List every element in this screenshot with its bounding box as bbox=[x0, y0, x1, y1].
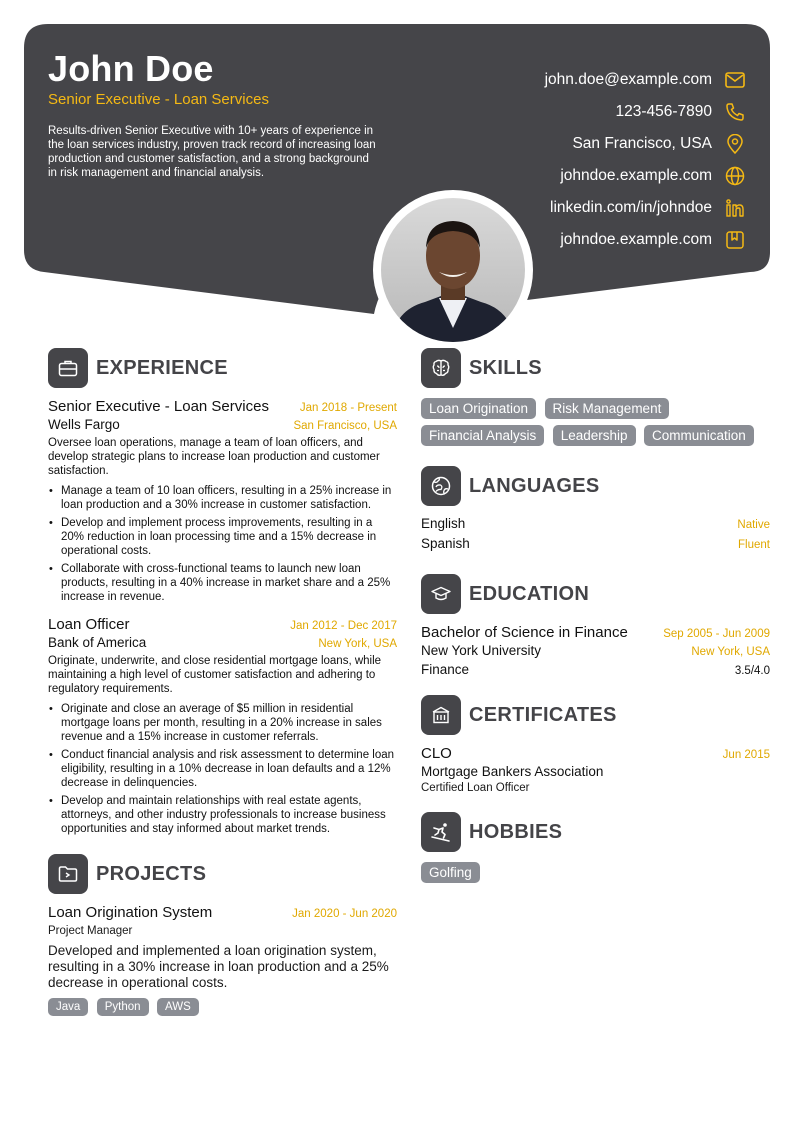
certificate-issuer: Mortgage Bankers Association bbox=[421, 764, 604, 779]
location-pin-icon bbox=[724, 133, 746, 155]
job-date: Jan 2012 - Dec 2017 bbox=[290, 620, 397, 632]
projects-section bbox=[48, 854, 397, 1022]
project-tag: Java bbox=[48, 998, 88, 1016]
project-role: Project Manager bbox=[48, 925, 133, 937]
job-bullet: • Develop and maintain relationships with real estate agents, attorneys, and other industry professionals to increase business opportunities and stay informed about market trends. bbox=[61, 794, 397, 836]
certificate-detail: Certified Loan Officer bbox=[421, 782, 530, 794]
contact-website-text: johndoe.example.com bbox=[560, 167, 712, 184]
project-date: Jan 2020 - Jun 2020 bbox=[292, 908, 397, 920]
job-bullets bbox=[48, 702, 397, 836]
avatar bbox=[381, 198, 525, 342]
certificate-date: Jun 2015 bbox=[722, 749, 770, 761]
contact-location bbox=[545, 128, 746, 160]
job-bullet: • Originate and close an average of $5 million in residential mortgage loans per month, resulting in a 20% increase in sales revenue and a 15% increase in customer referrals. bbox=[61, 702, 397, 744]
job-bullet: • Develop and implement process improvements, resulting in a 20% reduction in loan processing time and a 15% decrease in operational costs. bbox=[61, 516, 397, 558]
job-role: Loan Officer bbox=[48, 616, 130, 633]
profile-photo bbox=[373, 190, 533, 350]
language-name: English bbox=[421, 516, 466, 531]
hobby-chip: Golfing bbox=[421, 862, 480, 883]
language-globe-icon bbox=[421, 466, 461, 506]
languages-section bbox=[421, 466, 770, 556]
bookmark-icon bbox=[724, 229, 746, 251]
language-item bbox=[421, 516, 770, 536]
contact-website[interactable] bbox=[545, 160, 746, 192]
right-column bbox=[421, 348, 770, 907]
certificate-entry bbox=[421, 745, 770, 794]
contact-portfolio[interactable] bbox=[545, 224, 746, 256]
contact-linkedin[interactable] bbox=[545, 192, 746, 224]
job-bullet: • Collaborate with cross-functional teams to launch new loan products, resulting in a 40% increase in market share and a 25% increase in revenue. bbox=[61, 562, 397, 604]
phone-icon bbox=[724, 101, 746, 123]
project-description: Developed and implemented a loan origination system, resulting in a 30% increase in loan production and a 25% decrease in operational costs. bbox=[48, 943, 389, 990]
mail-icon bbox=[724, 69, 746, 91]
project-name: Loan Origination System bbox=[48, 904, 213, 921]
job-summary: Oversee loan operations, manage a team of loan officers, and develop strategic plans to increase loan production and customer satisfaction. bbox=[48, 437, 380, 477]
education-entry bbox=[421, 624, 770, 677]
job-date: Jan 2018 - Present bbox=[299, 402, 397, 414]
skiing-icon bbox=[421, 812, 461, 852]
skills-heading: SKILLS bbox=[469, 356, 542, 379]
certificates-section bbox=[421, 695, 770, 794]
contact-email[interactable] bbox=[545, 64, 746, 96]
contact-phone[interactable] bbox=[545, 96, 746, 128]
language-item bbox=[421, 536, 770, 556]
skill-chip: Risk Management bbox=[545, 398, 670, 419]
experience-heading: EXPERIENCE bbox=[96, 356, 228, 379]
job-bullets bbox=[48, 484, 397, 604]
skill-chip: Financial Analysis bbox=[421, 425, 544, 446]
job-company: Wells Fargo bbox=[48, 417, 120, 432]
resume-header bbox=[24, 24, 770, 324]
skills-list bbox=[421, 398, 770, 452]
job-entry bbox=[48, 398, 397, 604]
school: New York University bbox=[421, 643, 542, 658]
education-heading: EDUCATION bbox=[469, 582, 590, 605]
globe-icon bbox=[724, 165, 746, 187]
education-section bbox=[421, 574, 770, 677]
experience-section bbox=[48, 348, 397, 836]
language-level: Native bbox=[737, 519, 770, 531]
contact-list bbox=[545, 64, 746, 256]
job-location: San Francisco, USA bbox=[293, 420, 397, 432]
project-entry bbox=[48, 904, 397, 1022]
contact-portfolio-text: johndoe.example.com bbox=[560, 231, 712, 248]
brain-icon bbox=[421, 348, 461, 388]
graduation-cap-icon bbox=[421, 574, 461, 614]
job-bullet: • Conduct financial analysis and risk assessment to determine loan eligibility, resulting in a 10% decrease in loan defaults and a 12% decrease in delinquencies. bbox=[61, 748, 397, 790]
profile-summary: Results-driven Senior Executive with 10+ years of experience in the loan services industry, proven track record of increasing loan production and customer satisfaction, and a strong background in risk management and financial analysis. bbox=[48, 125, 376, 179]
education-date: Sep 2005 - Jun 2009 bbox=[663, 628, 770, 640]
certificates-heading: CERTIFICATES bbox=[469, 703, 617, 726]
contact-location-text: San Francisco, USA bbox=[572, 135, 712, 152]
education-location: New York, USA bbox=[691, 646, 770, 658]
skills-section bbox=[421, 348, 770, 452]
skill-chip: Loan Origination bbox=[421, 398, 536, 419]
candidate-title: Senior Executive - Loan Services bbox=[48, 91, 269, 108]
hobbies-section bbox=[421, 812, 770, 889]
hobbies-list bbox=[421, 862, 770, 889]
languages-heading: LANGUAGES bbox=[469, 474, 600, 497]
job-entry bbox=[48, 616, 397, 836]
degree: Bachelor of Science in Finance bbox=[421, 624, 628, 641]
job-role: Senior Executive - Loan Services bbox=[48, 398, 269, 415]
job-summary: Originate, underwrite, and close residential mortgage loans, while maintaining a high level of customer satisfaction and adhering to regulatory requirements. bbox=[48, 655, 382, 695]
contact-email-text: john.doe@example.com bbox=[544, 71, 712, 88]
language-level: Fluent bbox=[738, 539, 770, 551]
candidate-name: John Doe bbox=[48, 48, 214, 89]
job-location: New York, USA bbox=[318, 638, 397, 650]
briefcase-icon bbox=[48, 348, 88, 388]
left-column bbox=[48, 348, 397, 1040]
project-tag: Python bbox=[97, 998, 149, 1016]
projects-heading: PROJECTS bbox=[96, 862, 207, 885]
contact-phone-text: 123-456-7890 bbox=[615, 103, 712, 120]
gpa: 3.5/4.0 bbox=[734, 665, 770, 677]
job-bullet: • Manage a team of 10 loan officers, resulting in a 25% increase in loan production and a 30% increase in customer satisfaction. bbox=[61, 484, 397, 512]
certificate-name: CLO bbox=[421, 745, 452, 762]
project-tag: AWS bbox=[157, 998, 199, 1016]
institution-icon bbox=[421, 695, 461, 735]
skill-chip: Leadership bbox=[553, 425, 636, 446]
contact-linkedin-text: linkedin.com/in/johndoe bbox=[550, 199, 712, 216]
skill-chip: Communication bbox=[644, 425, 754, 446]
language-name: Spanish bbox=[421, 536, 470, 551]
project-tags bbox=[48, 997, 397, 1022]
hobbies-heading: HOBBIES bbox=[469, 820, 563, 843]
field-of-study: Finance bbox=[421, 662, 470, 677]
folder-icon bbox=[48, 854, 88, 894]
job-company: Bank of America bbox=[48, 635, 147, 650]
linkedin-icon bbox=[724, 197, 746, 219]
